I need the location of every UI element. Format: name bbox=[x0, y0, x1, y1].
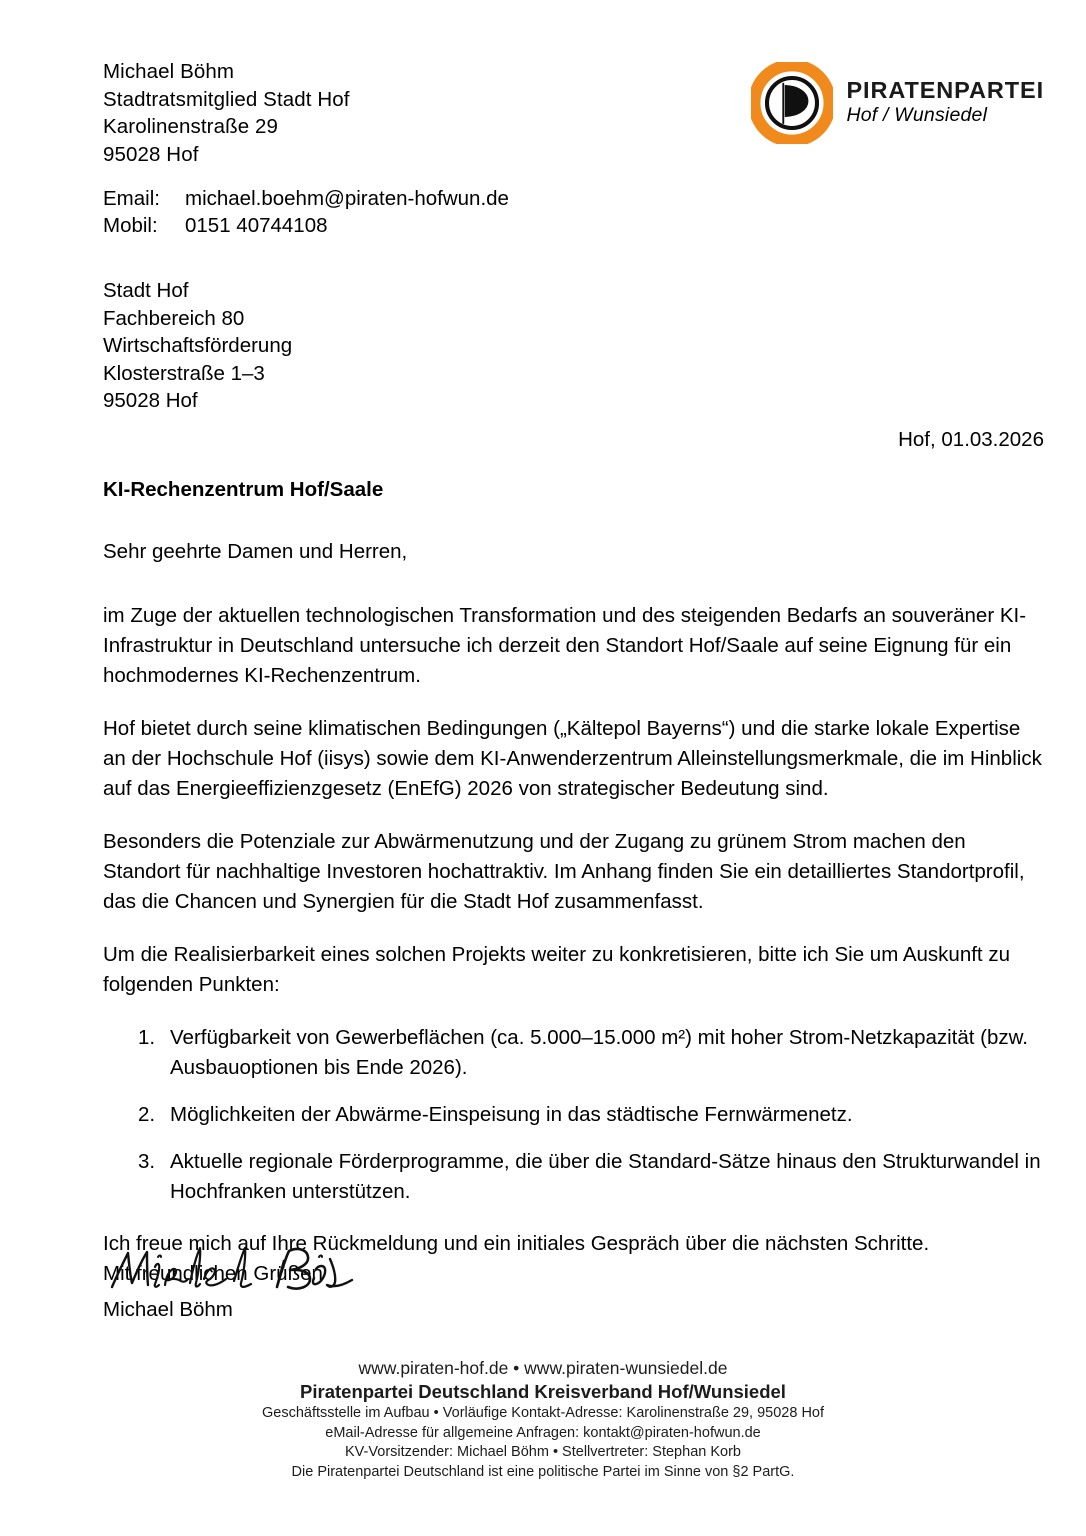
closing-line: Mit freundlichen Grüßen bbox=[103, 1262, 323, 1285]
footer-note: KV-Vorsitzender: Michael Böhm • Stellvertreter: Stephan Korb bbox=[345, 1444, 741, 1460]
signature-block bbox=[103, 1243, 358, 1322]
signatory-name: Michael Böhm bbox=[103, 1298, 233, 1321]
mobile-label: Mobil: bbox=[103, 214, 158, 237]
letter-paragraph: Um die Realisierbarkeit eines solchen Projekts weiter zu konkretisieren, bitte ich Sie um Auskunft zu folgenden Punkten: bbox=[103, 943, 1010, 996]
sender-line: Karolinenstraße 29 bbox=[103, 115, 279, 138]
date-line: Hof, 01.03.2026 bbox=[898, 428, 1044, 451]
question-list bbox=[103, 1023, 1044, 1207]
recipient-line: Stadt Hof bbox=[103, 279, 189, 302]
sender-line: Michael Böhm bbox=[103, 60, 235, 83]
letter-footer bbox=[0, 1357, 1086, 1482]
recipient-line: 95028 Hof bbox=[103, 389, 198, 412]
list-item-text: Möglichkeiten der Abwärme-Einspeisung in das städtische Fernwärmenetz. bbox=[170, 1103, 853, 1126]
handwritten-signature-icon bbox=[108, 1243, 358, 1299]
logo-subtitle: Hof / Wunsiedel bbox=[846, 104, 988, 126]
list-item bbox=[103, 1100, 1044, 1130]
footer-note: eMail-Adresse für allgemeine Anfragen: kontakt@piraten-hofwun.de bbox=[325, 1424, 761, 1441]
recipient-line: Klosterstraße 1–3 bbox=[103, 361, 265, 385]
email-label: Email: bbox=[103, 187, 160, 210]
letter-paragraph: Besonders die Potenziale zur Abwärmenutzung und der Zugang zu grünem Strom machen den Standort für nachhaltige Investoren hochattraktiv. Im Anhang finden Sie ein detailliertes Standortprofil, das die Chancen und Synergien für die Stadt Hof zusammenfasst. bbox=[103, 830, 1025, 913]
letter-subject: KI-Rechenzentrum Hof/Saale bbox=[103, 478, 384, 501]
list-item bbox=[103, 1023, 1044, 1083]
email-value[interactable]: michael.boehm@piraten-hofwun.de bbox=[185, 187, 509, 210]
recipient-address-block bbox=[103, 277, 292, 415]
sender-line: 95028 Hof bbox=[103, 142, 199, 166]
sender-contact-block bbox=[103, 185, 509, 239]
footer-organisation: Piratenpartei Deutschland Kreisverband Hof/Wunsiedel bbox=[300, 1381, 786, 1402]
sender-address-block bbox=[103, 58, 350, 168]
party-logo bbox=[751, 62, 1044, 144]
piratenpartei-sail-logo-icon bbox=[751, 62, 833, 144]
list-marker: 2. bbox=[138, 1103, 156, 1126]
footer-note: Geschäftsstelle im Aufbau • Vorläufige Kontakt-Adresse: Karolinenstraße 29, 95028 Hof bbox=[261, 1405, 825, 1421]
list-item-text: Verfügbarkeit von Gewerbeflächen (ca. 5.000–15.000 m²) mit hoher Strom-Netzkapazität (bzw. Ausbauoptionen bis Ende 2026). bbox=[170, 1026, 1029, 1079]
sender-line: Stadtratsmitglied Stadt Hof bbox=[103, 87, 350, 111]
list-item-text: Aktuelle regionale Förderprogramme, die über die Standard-Sätze hinaus den Strukturwandel in Hochfranken unterstützen. bbox=[170, 1150, 1041, 1203]
logo-wordmark bbox=[846, 76, 1044, 128]
letter-paragraph: Hof bietet durch seine klimatischen Bedingungen („Kältepol Bayerns“) und die starke lokale Expertise an der Hochschule Hof (iisys) sowie dem KI-Anwenderzentrum Alleinstellungsmerkmale, die im Hinblick auf das Energieeffizienzgesetz (EnEfG) 2026 von strategischer Bedeutung sind. bbox=[103, 717, 1042, 800]
letterhead bbox=[0, 58, 1086, 238]
mobile-value[interactable]: 0151 40744108 bbox=[185, 214, 328, 237]
recipient-line: Fachbereich 80 bbox=[103, 306, 245, 330]
list-marker: 3. bbox=[138, 1150, 156, 1173]
letter-salutation: Sehr geehrte Damen und Herren, bbox=[103, 540, 408, 563]
letter-body bbox=[103, 478, 1044, 1289]
letter-paragraph: im Zuge der aktuellen technologischen Transformation und des steigenden Bedarfs an souveräner KI-Infrastruktur in Deutschland untersuche ich derzeit den Standort Hof/Saale auf seine Eignung für ein hochmodernes KI-Rechenzentrum. bbox=[103, 604, 1027, 687]
contact-row-email bbox=[103, 185, 509, 212]
list-marker: 1. bbox=[138, 1026, 156, 1049]
closing-line: Ich freue mich auf Ihre Rückmeldung und ein initiales Gespräch über die nächsten Schritte. bbox=[103, 1232, 930, 1255]
recipient-line: Wirtschaftsförderung bbox=[103, 334, 293, 357]
footer-note: Die Piratenpartei Deutschland ist eine politische Partei im Sinne von §2 PartG. bbox=[291, 1463, 795, 1480]
logo-title: PIRATENPARTEI bbox=[846, 76, 1044, 103]
footer-websites[interactable]: www.piraten-hof.de • www.piraten-wunsiedel.de bbox=[358, 1358, 728, 1378]
list-item bbox=[103, 1147, 1044, 1207]
contact-row-mobile bbox=[103, 212, 509, 239]
